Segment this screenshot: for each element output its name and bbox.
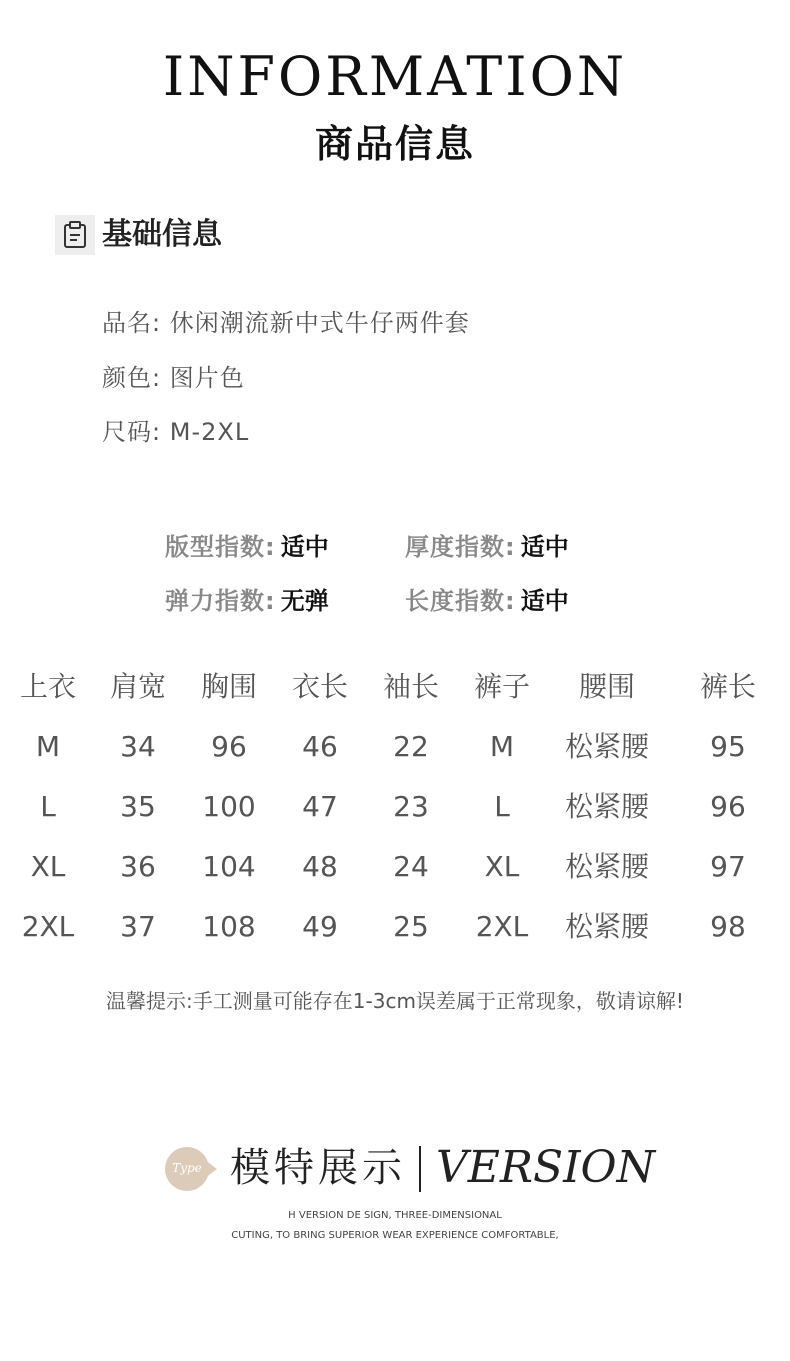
table-cell: 22 — [393, 730, 429, 763]
index-length — [405, 584, 569, 618]
table-cell: 96 — [211, 730, 247, 763]
table-cell: 23 — [393, 790, 429, 823]
index-label: 版型指数: — [165, 533, 276, 561]
title-chinese: 商品信息 — [314, 122, 475, 166]
table-cell: 95 — [710, 730, 746, 763]
index-thickness — [405, 530, 569, 564]
table-cell: 34 — [120, 730, 156, 763]
table-cell: M — [35, 730, 61, 763]
table-cell: XL — [484, 850, 520, 883]
table-cell: 37 — [120, 910, 156, 943]
title-english: INFORMATION — [162, 45, 628, 108]
table-header-cell: 上衣 — [19, 670, 76, 703]
table-cell: L — [40, 790, 56, 823]
table-cell: 松紧腰 — [564, 790, 649, 823]
tagline-line-2: CUTING, TO BRING SUPERIOR WEAR EXPERIENCE COMFORTABLE, — [231, 1230, 559, 1241]
clipboard-icon — [55, 215, 95, 255]
info-value: 休闲潮流新中式牛仔两件套 — [169, 309, 470, 337]
table-cell: 96 — [710, 790, 746, 823]
section-title: 基础信息 — [102, 217, 222, 252]
table-header-cell: 肩宽 — [109, 670, 166, 703]
table-cell: 49 — [302, 910, 338, 943]
index-value: 无弹 — [280, 587, 329, 615]
table-header-cell: 裤长 — [699, 670, 756, 703]
info-row-color — [102, 361, 245, 395]
index-fit — [165, 530, 329, 564]
table-header-cell: 胸围 — [200, 670, 257, 703]
info-row-size — [102, 415, 249, 449]
table-cell: 97 — [710, 850, 746, 883]
table-cell: 100 — [202, 790, 256, 823]
info-row-name — [102, 306, 470, 340]
table-cell: 2XL — [21, 910, 75, 943]
badge-label: Type — [172, 1161, 202, 1175]
info-label: 尺码: — [102, 418, 162, 446]
index-value: 适中 — [520, 587, 569, 615]
table-cell: 25 — [393, 910, 429, 943]
index-value: 适中 — [280, 533, 329, 561]
table-cell: 2XL — [475, 910, 529, 943]
measurement-note: 温馨提示:手工测量可能存在1-3cm误差属于正常现象，敬请谅解! — [106, 989, 684, 1013]
table-cell: 松紧腰 — [564, 910, 649, 943]
model-title-cn: 模特展示 — [230, 1145, 406, 1191]
table-cell: 108 — [202, 910, 256, 943]
index-label: 长度指数: — [405, 587, 516, 615]
table-cell: M — [489, 730, 515, 763]
table-cell: 47 — [302, 790, 338, 823]
title-divider — [419, 1146, 421, 1192]
model-title-en: VERSION — [436, 1142, 656, 1193]
table-header-cell: 衣长 — [291, 670, 348, 703]
table-cell: 松紧腰 — [564, 730, 649, 763]
table-cell: XL — [30, 850, 66, 883]
table-cell: 104 — [202, 850, 256, 883]
info-value: 图片色 — [169, 364, 245, 392]
table-cell: 48 — [302, 850, 338, 883]
info-value: M-2XL — [169, 418, 250, 446]
table-cell: 46 — [302, 730, 338, 763]
index-label: 厚度指数: — [405, 533, 516, 561]
table-cell: L — [494, 790, 510, 823]
index-elasticity — [165, 584, 329, 618]
index-value: 适中 — [520, 533, 569, 561]
table-header-cell: 裤子 — [473, 670, 530, 703]
index-label: 弹力指数: — [165, 587, 276, 615]
table-cell: 98 — [710, 910, 746, 943]
table-header-cell: 袖长 — [382, 670, 439, 703]
table-cell: 24 — [393, 850, 429, 883]
info-label: 颜色: — [102, 364, 162, 392]
tagline-line-1: H VERSION DE SIGN, THREE-DIMENSIONAL — [288, 1210, 502, 1221]
info-label: 品名: — [102, 309, 162, 337]
table-cell: 36 — [120, 850, 156, 883]
table-cell: 35 — [120, 790, 156, 823]
table-cell: 松紧腰 — [564, 850, 649, 883]
table-header-cell: 腰围 — [578, 670, 635, 703]
